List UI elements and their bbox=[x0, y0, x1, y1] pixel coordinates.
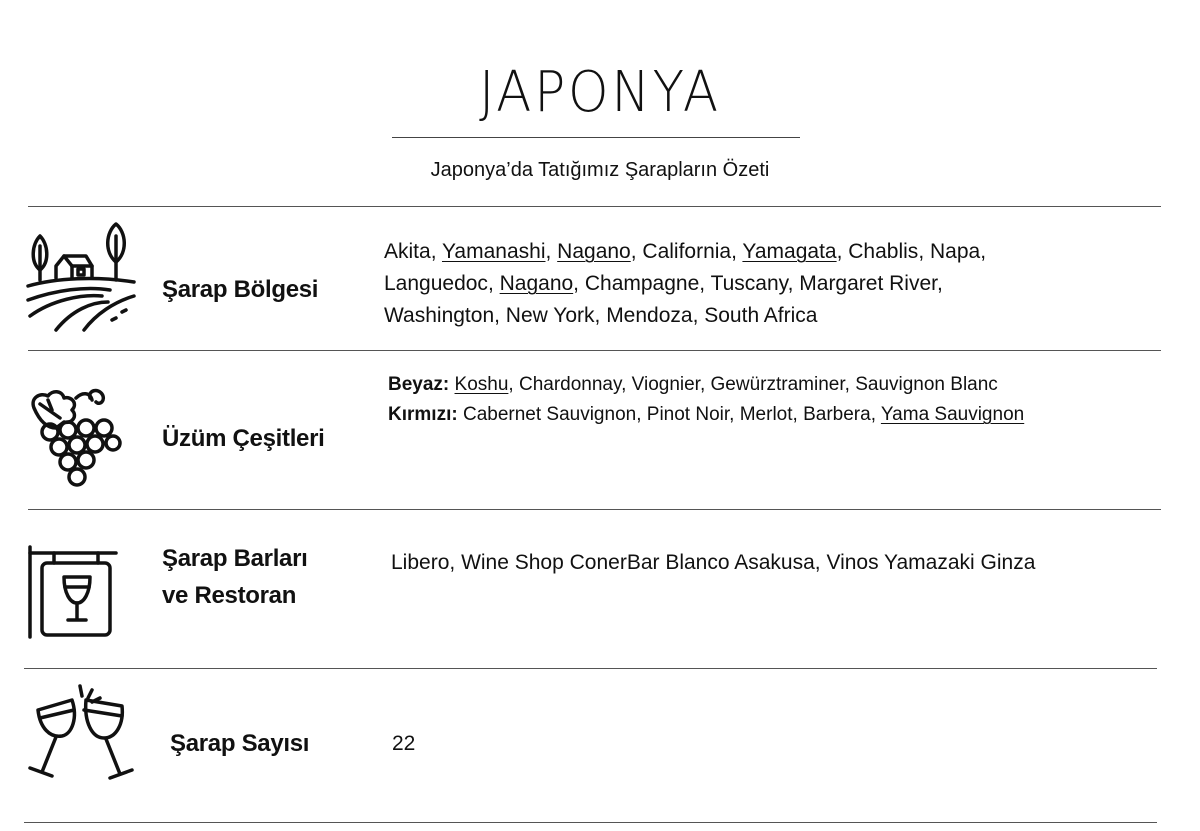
region-item: Chablis bbox=[848, 240, 919, 263]
vineyard-farm-icon bbox=[26, 222, 138, 332]
region-link[interactable]: Nagano bbox=[499, 272, 574, 295]
grapes-list bbox=[388, 370, 1103, 430]
wine-bar-sign-icon bbox=[24, 545, 120, 641]
region-item: Languedoc bbox=[384, 272, 488, 295]
row-divider bbox=[28, 206, 1161, 207]
bars-label-line1: Şarap Barları bbox=[162, 545, 308, 572]
grape-item: Gewürztraminer bbox=[710, 374, 845, 395]
row-divider bbox=[24, 668, 1157, 669]
grape-item: Merlot bbox=[739, 404, 793, 425]
region-link[interactable]: Yamanashi bbox=[441, 240, 546, 263]
white-grapes-line: Beyaz: Koshu, Chardonnay, Viognier, Gewürztraminer, Sauvignon Blanc bbox=[388, 374, 998, 395]
grape-item: Barbera bbox=[803, 404, 871, 425]
bars-list: Libero, Wine Shop ConerBar Blanco Asakusa, Vinos Yamazaki Ginza bbox=[391, 551, 1036, 574]
bar-item: Vinos Yamazaki Ginza bbox=[826, 551, 1036, 574]
region-item: Tuscany bbox=[710, 272, 788, 295]
region-item: Margaret River bbox=[799, 272, 937, 295]
grape-item: Chardonnay bbox=[518, 374, 622, 395]
region-item: California bbox=[642, 240, 732, 263]
region-list: Akita, Yamanashi, Nagano, California, Yamagata, Chablis, Napa, Languedoc, Nagano, Champagne, Tuscany, Margaret River, Washington, New York, Mendoza, South Africa bbox=[384, 240, 987, 327]
grapes-label: Üzüm Çeşitleri bbox=[162, 425, 325, 452]
row-divider bbox=[28, 509, 1161, 510]
red-grapes-label: Kırmızı: bbox=[388, 404, 458, 425]
row-divider bbox=[24, 822, 1157, 823]
grape-bunch-icon bbox=[26, 388, 128, 490]
title-divider bbox=[392, 137, 800, 138]
grape-item: Sauvignon Blanc bbox=[855, 374, 998, 395]
grape-link[interactable]: Yama Sauvignon bbox=[880, 404, 1025, 425]
region-item: New York bbox=[505, 304, 595, 327]
row-divider bbox=[28, 350, 1161, 351]
region-item: Washington bbox=[384, 304, 495, 327]
page-title: JAPONYA bbox=[479, 60, 721, 125]
region-link[interactable]: Nagano bbox=[557, 240, 631, 263]
white-grapes-label: Beyaz: bbox=[388, 374, 450, 395]
region-item: Napa bbox=[929, 240, 981, 263]
page-subtitle: Japonya’da Tatığımız Şarapların Özeti bbox=[430, 159, 770, 181]
region-item: Champagne bbox=[584, 272, 700, 295]
bars-label-line2: ve Restoran bbox=[162, 582, 297, 609]
region-label: Şarap Bölgesi bbox=[162, 276, 319, 303]
grape-item: Cabernet Sauvignon bbox=[462, 404, 637, 425]
region-item: South Africa bbox=[704, 304, 818, 327]
region-item: Mendoza bbox=[606, 304, 693, 327]
grape-link[interactable]: Koshu bbox=[454, 374, 509, 395]
bar-item: Libero bbox=[391, 551, 450, 574]
grape-item: Viognier bbox=[631, 374, 700, 395]
grape-item: Pinot Noir bbox=[646, 404, 730, 425]
count-label: Şarap Sayısı bbox=[170, 730, 310, 757]
region-item: Akita bbox=[384, 240, 431, 263]
wine-count-value: 22 bbox=[392, 732, 416, 755]
bar-item: Wine Shop ConerBar Blanco Asakusa bbox=[461, 551, 815, 574]
region-link[interactable]: Yamagata bbox=[742, 240, 837, 263]
red-grapes-line: Kırmızı: Cabernet Sauvignon, Pinot Noir, Merlot, Barbera, Yama Sauvignon bbox=[388, 404, 1025, 425]
cheers-glasses-icon bbox=[24, 682, 140, 794]
